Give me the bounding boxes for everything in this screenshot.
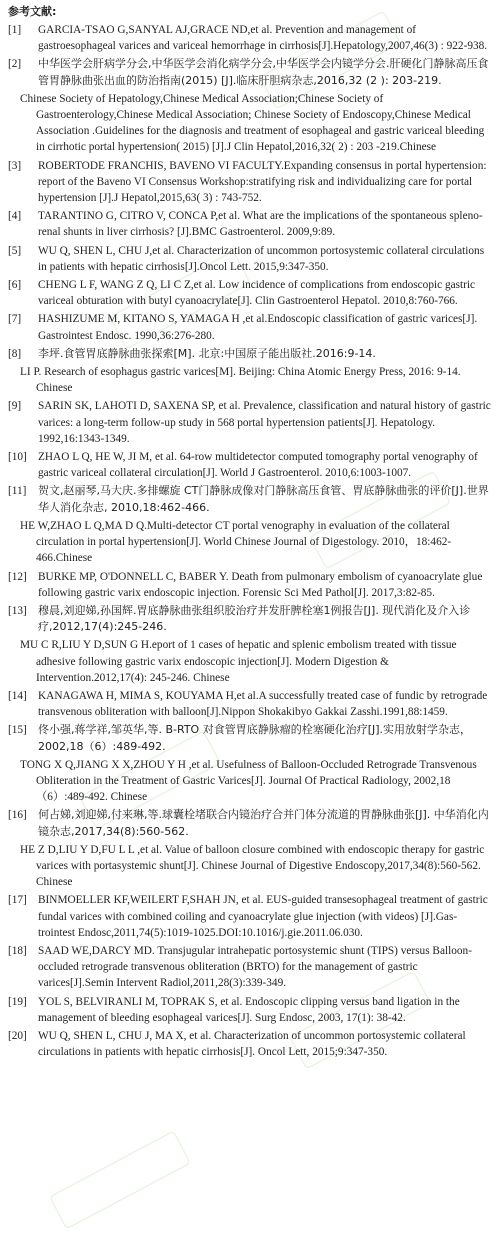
reference-item	[8, 688, 494, 720]
reference-number: [11]	[8, 485, 27, 498]
reference-item	[8, 994, 494, 1026]
reference-text: GARCIA-TSAO G,SANYAL AJ,GRACE ND,et al. Prevention and management of gastroesophageal varices and variceal hemorrhage in cirrhosis[J].Hepatology,2007,46(3) : 922-938.	[38, 24, 488, 53]
reference-text: HASHIZUME M, KITANO S, YAMAGA H ,et al.Endoscopic classification of gastric varices[J]. Gastrointest Endosc. 1990,36:276-280.	[38, 313, 478, 342]
reference-text: WU Q, SHEN L, CHU J, MA X, et al. Characterization of uncommon portosystemic collateral circulations in patients with hepatic cirrhosis[J]. Oncol Lett, 2015;9:347-350.	[38, 1029, 466, 1059]
reference-text: BINMOELLER KF,WEILERT F,SHAH JN, et al. EUS-guided transesophageal treatment of gastric fundal varices with combined coiling and cyanoacrylate glue injection (with videos) [J].Gas-trointest Endosc,2011,74(5):1019-1025.DOI:10.1016/j.gie.2011.06.030.	[38, 894, 488, 939]
reference-number: [7]	[8, 313, 22, 326]
reference-text: SAAD WE,DARCY MD. Transjugular intrahepatic portosystemic shunt (TIPS) versus Balloon-occluded retrograde transvenous obliteration (BRTO) for the management of gastric varices[J].Semin Intervent Radiol,2011,28(3):339-349.	[38, 944, 472, 990]
reference-translation-text: MU C R,LIU Y D,SUN G H.eport of 1 cases of hepatic and splenic embolism treated with tissue adhesive following gastric varix endoscopic injection[J]. Modern Digestion & Intervention.2012,17(4): 245-246. Chinese	[20, 639, 457, 684]
reference-number: [15]	[8, 724, 27, 737]
reference-item	[8, 158, 494, 207]
reference-item	[8, 398, 494, 447]
reference-item	[8, 22, 494, 54]
reference-number: [18]	[8, 944, 27, 957]
reference-number: [4]	[8, 210, 22, 223]
reference-text: SARIN SK, LAHOTI D, SAXENA SP, et al. Prevalence, classification and natural history of gastric varices: a long-term follow-up study in 568 portal hypertension patients[J]. Hepatology. 1992,16:1343-1349.	[38, 400, 491, 445]
reference-number: [19]	[8, 995, 27, 1008]
reference-number: [8]	[8, 347, 22, 360]
reference-translation-text: HE W,ZHAO L Q,MA D Q.Multi-detector CT portal venography in evaluation of the collateral circulation in portal hypertension[J]. World Chinese Journal of Digestology. 2010，18:462-466.Chinese	[20, 519, 452, 565]
reference-text: TARANTINO G, CITRO V, CONCA P,et al. What are the implications of the spontaneous spleno-renal shunts in liver cirrhosis? [J].BMC Gastroenterol. 2009,9:89.	[38, 210, 483, 239]
reference-text: 贺文,赵丽琴,马大庆.多排螺旋 CT门静脉成像对门静脉高压食管、胃底静脉曲张的评价[J].世界华人消化杂志, 2010,18:462-466.	[38, 484, 489, 514]
reference-item	[8, 243, 494, 275]
reference-text: CHENG L F, WANG Z Q, LI C Z,et al. Low incidence of complications from endoscopic gastric variceal obturation with butyl cyanoacrylate[J]. Clin Gastroenterol Hepatol. 2010,8:760-766.	[38, 279, 476, 308]
reference-translation-text: Chinese Society of Hepatology,Chinese Medical Association;Chinese Society of Gastroenterology,Chinese Medical Association; Chinese Society of Endoscopy,Chinese Medical Association .Guidelines for the diagnosis and treatment of esophageal and gastric variceal bleeding in cirrhotic portal hypertension( 2015) [J].J Clin Hepatol,2016,32( 2) : 203 -219.Chinese	[20, 92, 485, 154]
reference-text: WU Q, SHEN L, CHU J,et al. Characterization of uncommon portosystemic collateral circulations in patients with hepatic cirrhosis[J].Oncol Lett. 2015,9:347-350.	[38, 244, 485, 273]
reference-item	[8, 722, 494, 754]
reference-item	[8, 483, 494, 515]
reference-text: ZHAO L Q, HE W, JI M, et al. 64-row multidetector computed tomography portal venography of gastric variceal collateral circulation[J]. World J Gastroenterol. 2010,6:1003-1007.	[38, 451, 478, 480]
reference-number: [3]	[8, 159, 22, 172]
reference-item	[8, 346, 494, 362]
reference-item	[8, 603, 494, 635]
reference-item	[8, 943, 494, 992]
reference-translation	[8, 518, 494, 567]
reference-number: [17]	[8, 894, 27, 907]
reference-translation-text: HE Z D,LIU Y D,FU L L ,et al. Value of balloon closure combined with endoscopic therapy for gastric varices with portasystemic shunt[J]. Chinese Journal of Digestive Endoscopy,2017,34(8):560-562. Chinese	[20, 843, 485, 889]
reference-number: [12]	[8, 570, 27, 583]
reference-translation	[8, 637, 494, 686]
reference-number: [13]	[8, 604, 27, 617]
reference-text: 中华医学会肝病学分会,中华医学会消化病学分会,中华医学会内镜学分会.肝硬化门静脉高压食管胃静脉曲张出血的防治指南(2015) [J].临床肝胆病杂志,2016,32 (2 ): 203-219.	[38, 57, 489, 87]
reference-number: [20]	[8, 1029, 27, 1042]
reference-text: ROBERTODE FRANCHIS, BAVENO VI FACULTY.Expanding consensus in portal hypertension: report of the Baveno VI Consensus Workshop:stratifying risk and individualizing care for portal hypertension [J].J Hepatol,2015,63( 3) : 743-752.	[38, 159, 487, 205]
reference-list	[8, 22, 494, 1060]
reference-translation-text: TONG X Q,JIANG X X,ZHOU Y H ,et al. Usefulness of Balloon-Occluded Retrograde Transvenous Obliteration in the Treatment of Gastric Varices[J]. Journal Of Practical Radiology, 2002,18（6）:489-492. Chinese	[20, 758, 477, 804]
reference-item	[8, 807, 494, 839]
reference-item	[8, 277, 494, 309]
reference-number: [5]	[8, 244, 22, 257]
reference-translation	[8, 364, 494, 396]
reference-item	[8, 892, 494, 941]
reference-number: [10]	[8, 451, 27, 464]
reference-item	[8, 569, 494, 601]
reference-number: [1]	[8, 24, 22, 36]
reference-translation	[8, 842, 494, 891]
reference-text: KANAGAWA H, MIMA S, KOUYAMA H,et al.A successfully treated case of fundic by retrograde transvenous obliteration with balloon[J].Nippon Shokakibyo Gakkai Zasshi.1991,88:1459.	[38, 689, 488, 719]
reference-item	[8, 1028, 494, 1060]
reference-number: [16]	[8, 809, 27, 822]
reference-translation	[8, 757, 494, 806]
reference-text: 李坪.食管胃底静脉曲张探索[M]. 北京:中国原子能出版社.2016:9-14.	[38, 346, 376, 360]
reference-translation	[8, 91, 494, 156]
reference-item	[8, 208, 494, 240]
reference-item	[8, 449, 494, 481]
reference-item	[8, 56, 494, 88]
reference-number: [14]	[8, 689, 27, 702]
reference-text: 佟小强,蒋学祥,邹英华,等. B-RTO 对食管胃底静脉瘤的栓塞硬化治疗[J].实用放射学杂志，2002,18（6）:489-492.	[38, 723, 472, 753]
reference-text: 何占娣,刘迎娣,付来琳,等.球囊栓堵联合内镜治疗合并门体分流道的胃静脉曲张[J]. 中华消化内镜杂志,2017,34(8):560-562.	[38, 808, 489, 838]
reference-number: [2]	[8, 58, 22, 71]
reference-text: 穆晨,刘迎娣,孙国辉.胃底静脉曲张组织胶治疗并发肝脾栓塞1例报告[J]. 现代消化及介入诊疗,2012,17(4):245-246.	[38, 603, 471, 634]
reference-text: BURKE MP, O'DONNELL C, BABER Y. Death from pulmonary embolism of cyanoacrylate glue following gastric varix endoscopic injection. Forensic Sci Med Pathol[J]. 2017,3:82-85.	[38, 570, 483, 599]
references-heading: 参考文献:	[8, 5, 57, 18]
reference-text: YOL S, BELVIRANLI M, TOPRAK S, et al. Endoscopic clipping versus band ligation in the management of bleeding esophageal varices[J]. Surg Endosc, 2003, 17(1): 38-42.	[38, 995, 460, 1024]
reference-translation-text: LI P. Research of esophagus gastric varices[M]. Beijing: China Atomic Energy Press, 2016: 9-14. Chinese	[20, 366, 461, 395]
reference-number: [9]	[8, 400, 22, 413]
reference-number: [6]	[8, 279, 22, 292]
reference-item	[8, 311, 494, 343]
